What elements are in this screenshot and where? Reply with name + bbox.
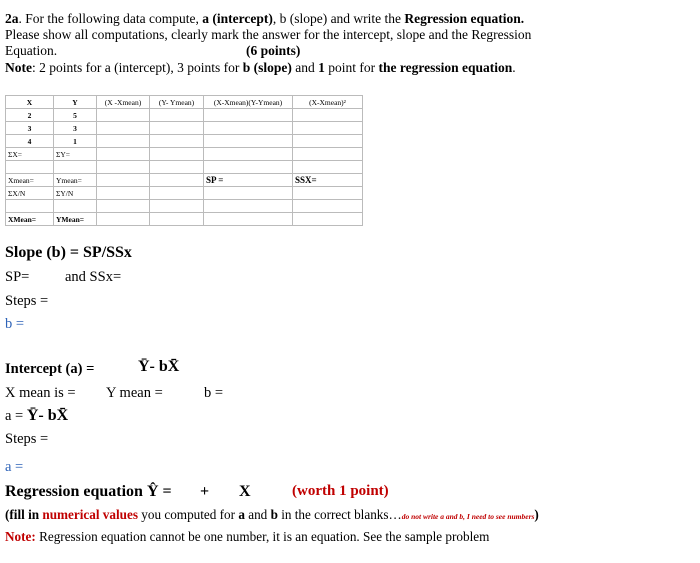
cell-empty[interactable] — [204, 213, 293, 226]
cell-empty[interactable] — [293, 148, 363, 161]
header-x: X — [6, 96, 54, 109]
cell-empty[interactable] — [204, 187, 293, 200]
cell-empty — [204, 200, 293, 213]
problem-points: (6 points) — [246, 43, 301, 58]
table-row — [6, 122, 363, 135]
xmean-label: Xmean= — [6, 174, 54, 187]
cell-empty[interactable] — [204, 135, 293, 148]
cell-empty[interactable] — [204, 122, 293, 135]
regression-fill-instruction: (fill in numerical values you computed for a and b in the correct blanks…do not write a and b, I need to see numbers) — [5, 507, 539, 522]
cell-empty — [6, 200, 54, 213]
ssx-label: SSX= — [293, 174, 363, 187]
cell-empty — [293, 200, 363, 213]
problem-line-2: Please show all computations, clearly mark the answer for the intercept, slope and the Regression — [5, 27, 532, 42]
cell-empty[interactable] — [293, 135, 363, 148]
cell-x[interactable]: 4 — [6, 135, 54, 148]
header-product: (X-Xmean)(Y-Ymean) — [204, 96, 293, 109]
cell-empty[interactable] — [97, 174, 150, 187]
table-row-spacer — [6, 200, 363, 213]
cell-empty — [150, 200, 204, 213]
intercept-title: Intercept (a) = — [5, 361, 95, 377]
cell-empty — [293, 161, 363, 174]
intercept-steps-label: Steps = — [5, 431, 49, 447]
slope-b-label: b = — [5, 316, 25, 332]
y-over-n-label: ΣY/N — [54, 187, 97, 200]
cell-empty[interactable] — [293, 187, 363, 200]
cell-empty — [97, 200, 150, 213]
intercept-xmean-label: X mean is = — [5, 385, 76, 401]
cell-empty[interactable] — [150, 109, 204, 122]
sp-label: SP = — [204, 174, 293, 187]
ymean-result-label: YMean= — [54, 213, 97, 226]
cell-empty — [97, 161, 150, 174]
problem-number: 2a — [5, 11, 19, 26]
cell-empty — [204, 161, 293, 174]
table-row-spacer — [6, 161, 363, 174]
cell-empty[interactable] — [97, 148, 150, 161]
regression-plus: + — [200, 483, 210, 500]
intercept-ymean-label: Y mean = — [106, 385, 163, 401]
cell-empty — [54, 161, 97, 174]
cell-empty[interactable] — [150, 135, 204, 148]
cell-empty[interactable] — [204, 109, 293, 122]
ymean-label: Ymean= — [54, 174, 97, 187]
slope-steps-label: Steps = — [5, 293, 49, 309]
table-row — [6, 109, 363, 122]
cell-empty[interactable] — [150, 174, 204, 187]
header-x-dev-sq: (X-Xmean)² — [293, 96, 363, 109]
table-row-means — [6, 174, 363, 187]
intercept-formula: Ȳ- bX̄ — [138, 358, 180, 375]
problem-note: Note: 2 points for a (intercept), 3 points for b (slope) and 1 point for the regression equation. — [5, 60, 516, 75]
cell-empty[interactable] — [204, 148, 293, 161]
problem-line-3: Equation. — [5, 43, 58, 58]
regression-title: Regression equation Ŷ = — [5, 483, 172, 500]
intercept-a-eq: a = Ȳ- bX̄ — [5, 407, 69, 424]
table-row-mean-results — [6, 213, 363, 226]
table-row-formulas — [6, 187, 363, 200]
cell-y[interactable]: 5 — [54, 109, 97, 122]
cell-x[interactable]: 3 — [6, 122, 54, 135]
problem-line-1: 2a. For the following data compute, a (intercept), b (slope) and write the Regression equation. — [5, 11, 525, 26]
table-row-sums — [6, 148, 363, 161]
cell-empty[interactable] — [150, 213, 204, 226]
cell-empty[interactable] — [97, 109, 150, 122]
cell-y[interactable]: 3 — [54, 122, 97, 135]
cell-empty — [6, 161, 54, 174]
cell-empty[interactable] — [293, 109, 363, 122]
header-y-dev: (Y- Ymean) — [150, 96, 204, 109]
slope-sp-label: SP= — [5, 269, 30, 285]
slope-title: Slope (b) = SP/SSx — [5, 244, 132, 261]
cell-empty[interactable] — [97, 213, 150, 226]
cell-empty — [150, 161, 204, 174]
header-y: Y — [54, 96, 97, 109]
intercept-b-label: b = — [204, 385, 224, 401]
regression-worth: (worth 1 point) — [292, 483, 389, 499]
worksheet-table — [5, 95, 363, 226]
cell-empty[interactable] — [293, 213, 363, 226]
cell-empty[interactable] — [97, 122, 150, 135]
cell-empty[interactable] — [150, 148, 204, 161]
header-x-dev: (X -Xmean) — [97, 96, 150, 109]
cell-empty — [54, 200, 97, 213]
cell-empty[interactable] — [97, 187, 150, 200]
cell-empty[interactable] — [150, 122, 204, 135]
intercept-a-label: a = — [5, 459, 24, 475]
cell-x[interactable]: 2 — [6, 109, 54, 122]
table-row — [6, 135, 363, 148]
regression-note: Note: Regression equation cannot be one number, it is an equation. See the sample problem — [5, 529, 490, 544]
sum-x-label: ΣX= — [6, 148, 54, 161]
xmean-result-label: XMean= — [6, 213, 54, 226]
table-header-row — [6, 96, 363, 109]
x-over-n-label: ΣX/N — [6, 187, 54, 200]
cell-empty[interactable] — [293, 122, 363, 135]
cell-y[interactable]: 1 — [54, 135, 97, 148]
regression-x: X — [239, 483, 251, 500]
sum-y-label: ΣY= — [54, 148, 97, 161]
cell-empty[interactable] — [97, 135, 150, 148]
cell-empty[interactable] — [150, 187, 204, 200]
slope-ssx-label: and SSx= — [65, 269, 122, 285]
